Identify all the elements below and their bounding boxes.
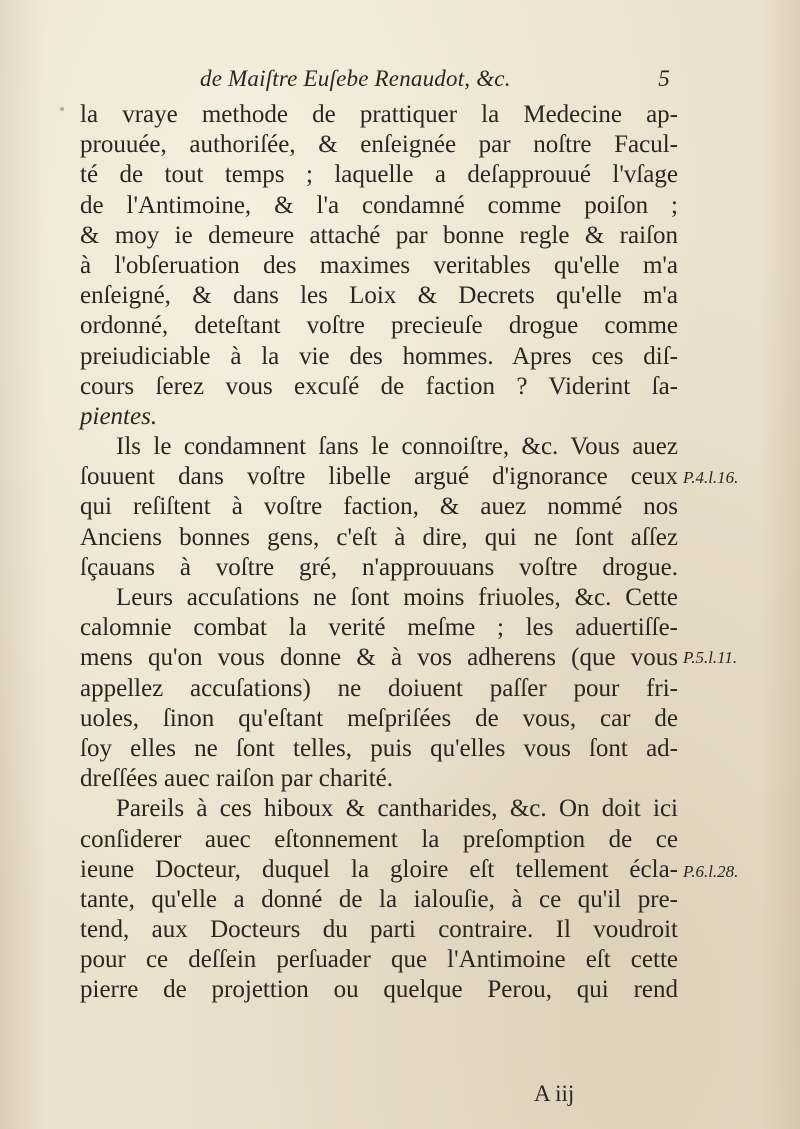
text-line: calomnie combat la verité meſme ; les aduertiſſe- xyxy=(80,614,678,642)
ink-speck xyxy=(60,107,64,111)
text-line: de l'Antimoine, & l'a condamné comme poiſon ; xyxy=(80,191,678,219)
text-line: & moy ie demeure attaché par bonne regle & raiſon xyxy=(80,221,678,249)
text-line: pour ce deſſein perſuader que l'Antimoine eſt cette xyxy=(80,946,678,974)
margin-reference: P.4.l.16. xyxy=(683,468,739,487)
text-line: Leurs accuſations ne ſont moins friuoles, &c. Cette xyxy=(116,584,678,611)
text-line: tend, aux Docteurs du parti contraire. Il voudroit xyxy=(80,916,678,944)
running-title: de Maiſtre Euſebe Renaudot, &c. xyxy=(200,66,511,91)
text-line: ſouuent dans voſtre libelle argué d'ignorance ceux xyxy=(80,463,678,491)
text-line: Anciens bonnes gens, c'eſt à dire, qui ne ſont aſſez xyxy=(80,523,678,551)
text-line: cours ſerez vous excuſé de faction ? Viderint ſa- xyxy=(80,372,678,400)
text-line: ſoy elles ne ſont telles, puis qu'elles vous ſont ad- xyxy=(80,734,678,762)
text-line: pierre de projettion ou quelque Perou, qui rend xyxy=(80,976,678,1004)
text-line: prouuée, authoriſée, & enſeignée par noſtre Facul- xyxy=(80,131,678,159)
text-line: ſçauans à voſtre gré, n'approuuans voſtre drogue. xyxy=(80,553,678,581)
text-line: enſeigné, & dans les Loix & Decrets qu'elle m'a xyxy=(80,282,678,310)
signature-mark: A iij xyxy=(534,1081,575,1106)
text-line: uoles, ſinon qu'eſtant meſpriſées de vous, car de xyxy=(80,704,678,732)
text-line: qui reſiſtent à voſtre faction, & auez nommé nos xyxy=(80,493,678,521)
body-text xyxy=(80,100,678,1006)
text-line: tante, qu'elle a donné de la ialouſie, à ce qu'il pre- xyxy=(80,885,678,913)
text-line: ieune Docteur, duquel la gloire eſt tellement écla- xyxy=(80,855,678,883)
text-line: ordonné, deteſtant voſtre precieuſe drogue comme xyxy=(80,312,678,340)
text-line: té de tout temps ; laquelle a deſapprouué l'vſage xyxy=(80,161,678,189)
margin-reference: P.6.l.28. xyxy=(683,862,739,881)
text-line: mens qu'on vous donne & à vos adherens (que vous xyxy=(80,644,678,672)
text-line: dreſſées auec raiſon par charité. xyxy=(80,765,394,793)
text-line: Pareils à ces hiboux & cantharides, &c. On doit ici xyxy=(116,795,678,823)
text-line: appellez accuſations) ne doiuent paſſer pour fri- xyxy=(80,674,678,702)
text-line: la vraye methode de prattiquer la Medecine ap- xyxy=(80,101,678,128)
margin-reference: P.5.l.11. xyxy=(683,648,738,667)
page-number: 5 xyxy=(658,66,670,91)
running-header xyxy=(200,66,670,92)
text-line: à l'obſeruation des maximes veritables qu'elle m'a xyxy=(80,251,678,279)
text-line: conſiderer auec eſtonnement la preſomption de ce xyxy=(80,825,678,853)
text-line: Ils le condamnent ſans le connoiſtre, &c. Vous auez xyxy=(116,433,678,461)
text-line: preiudiciable à la vie des hommes. Apres ces diſ- xyxy=(80,342,678,370)
text-line: pientes. xyxy=(80,402,158,430)
